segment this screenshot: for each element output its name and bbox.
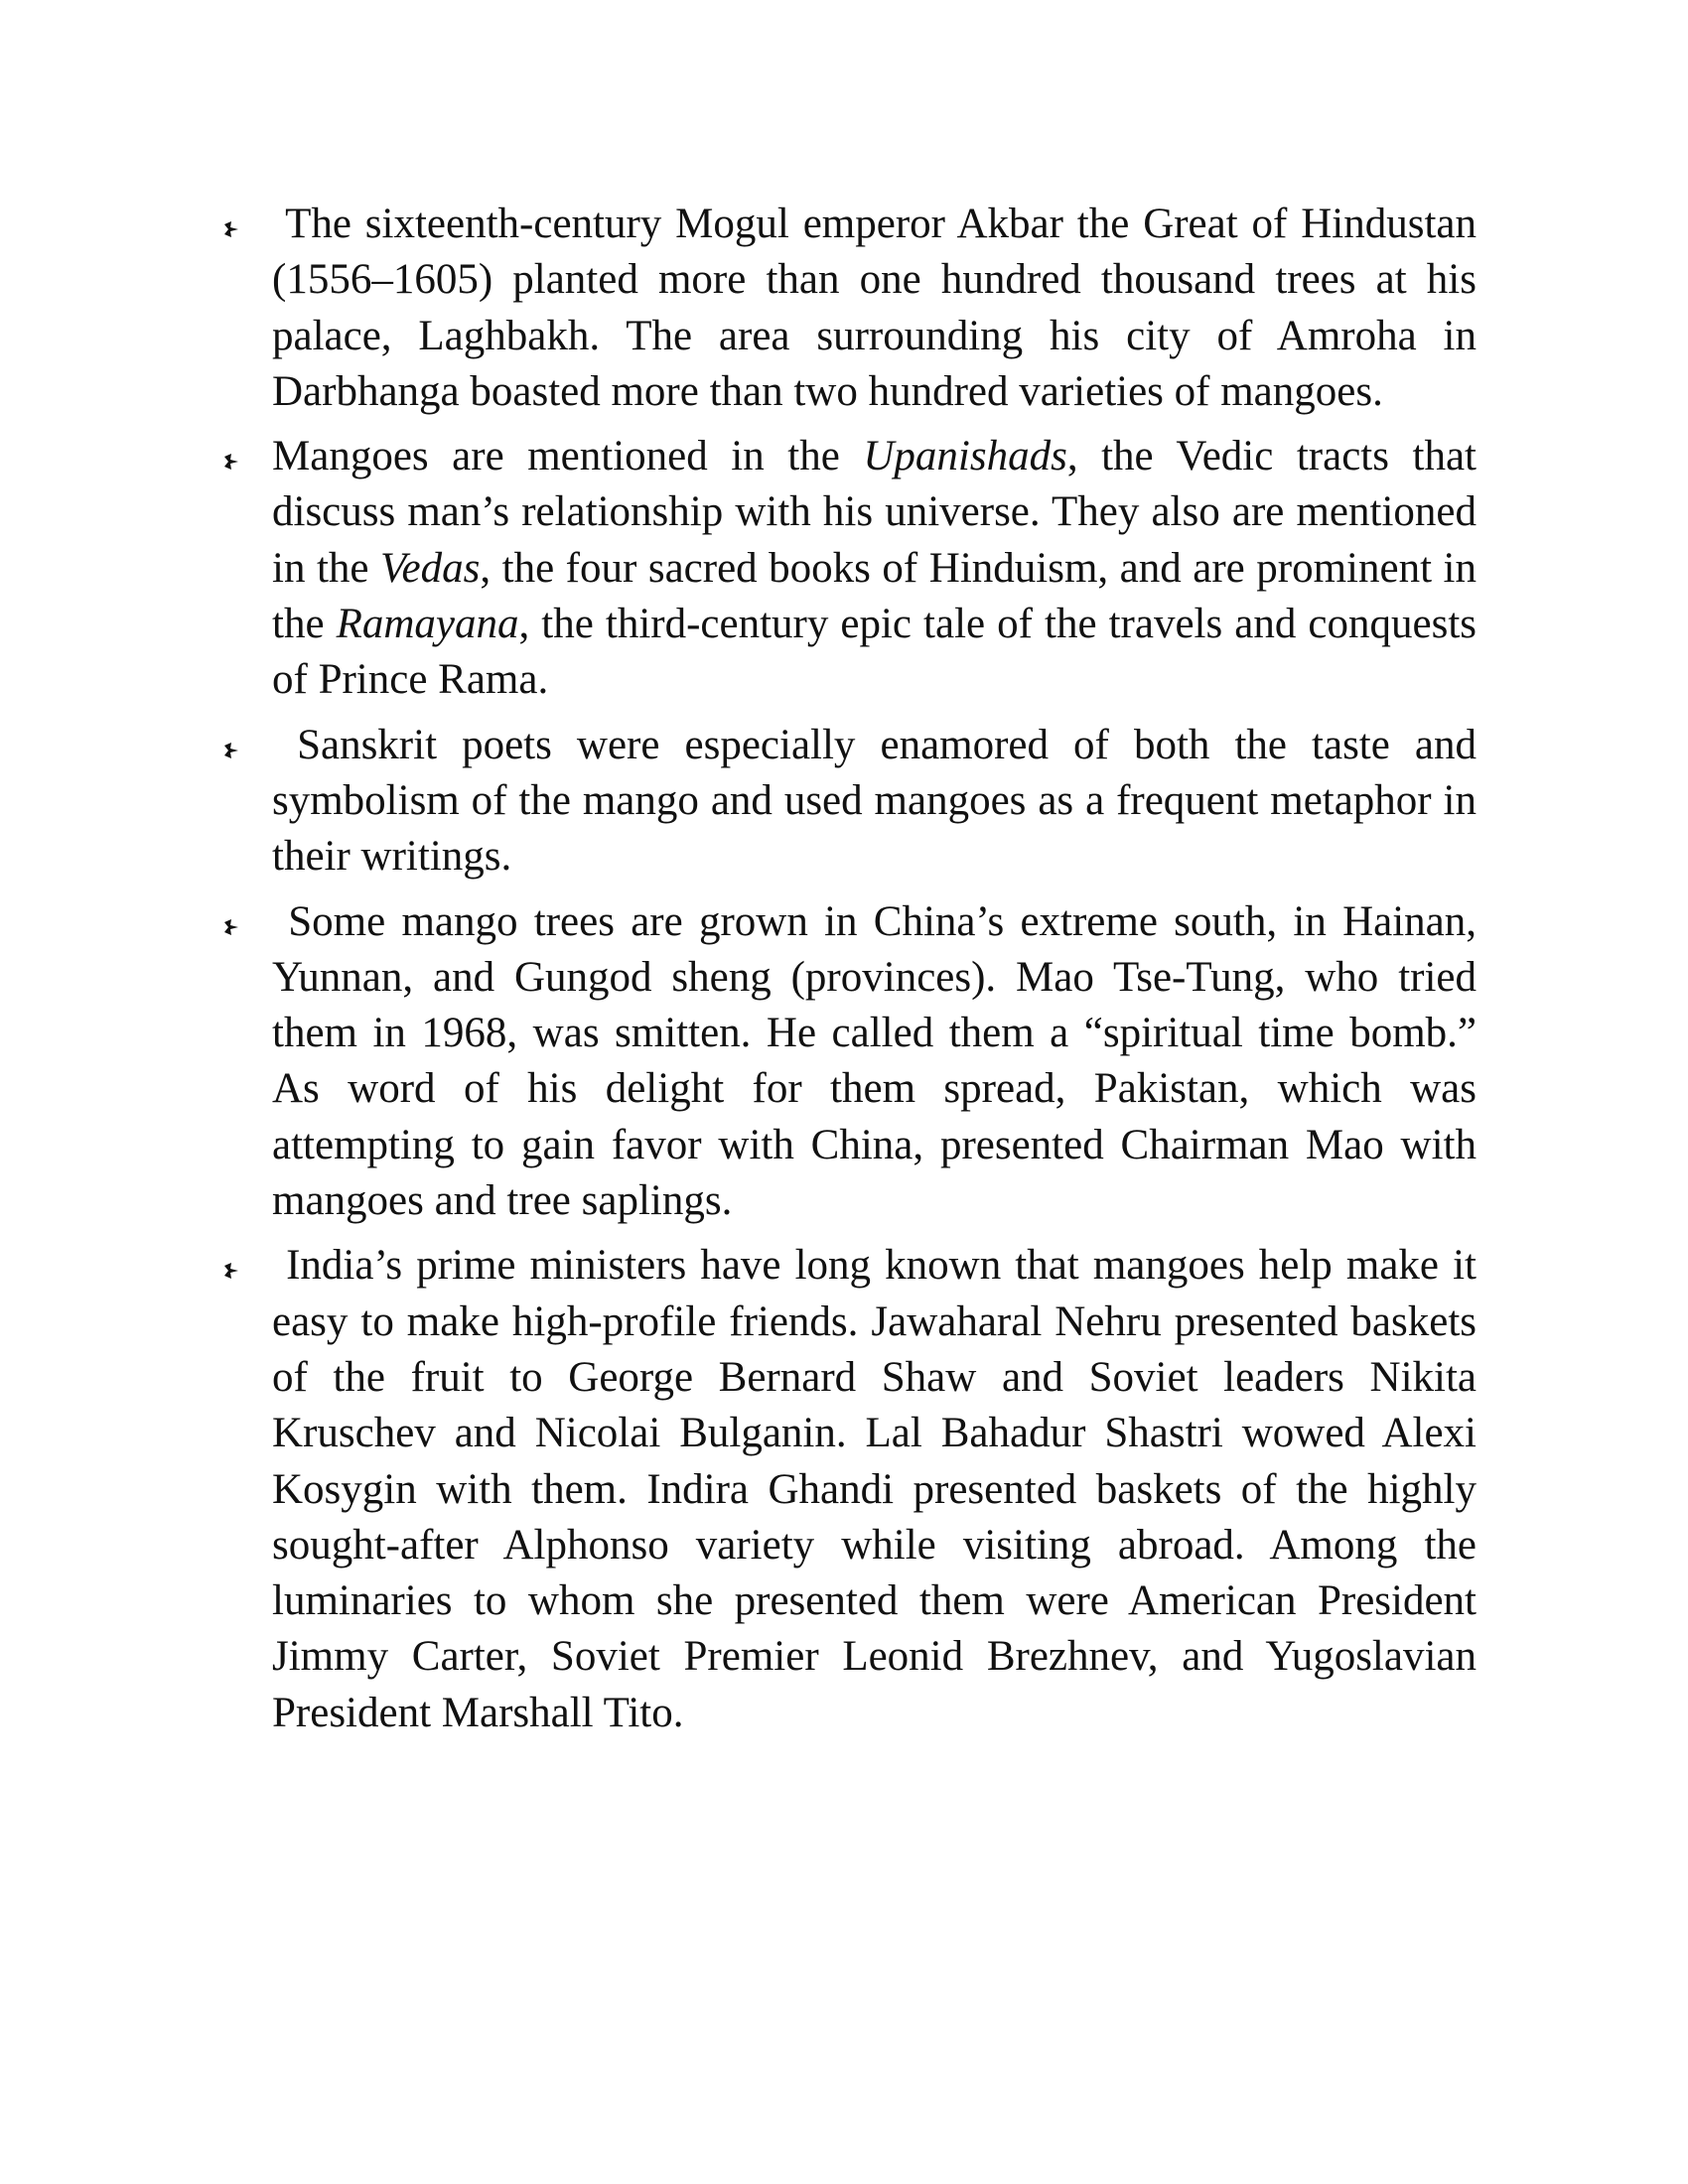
title-vedas: Vedas (380, 544, 481, 592)
list-item-akbar (220, 197, 1477, 420)
fleuron-bullet-icon (222, 1262, 240, 1280)
fleuron-bullet-icon (222, 220, 240, 238)
fleuron-bullet-icon (222, 742, 240, 759)
fleuron-bullet-icon (222, 453, 240, 471)
list-item-china (220, 894, 1477, 1230)
list-item-text: The sixteenth-century Mogul emperor Akbar the Great of Hindustan (1556–1605) planted more than one hundred thousand trees at his palace, Laghbakh. The area surrounding his city of Amroha in Darbhanga boasted more than two hundred varieties of mangoes. (272, 201, 1477, 415)
list-item-text: Sanskrit poets were especially enamored of both the taste and symbolism of the mango and used mangoes as a frequent metaphor in their writings. (272, 721, 1477, 881)
title-upanishads: Upanishads (863, 433, 1067, 480)
list-item-text: Some mango trees are grown in China’s extreme south, in Hainan, Yunnan, and Gungod sheng (provinces). Mao Tse-Tung, who tried them in 1968, was smitten. He called them a “spiritual time bomb.” As word of his delight for them spread, Pakistan, which was attempting to gain favor with China, presented Chairman Mao with mangoes and tree saplings. (272, 897, 1477, 1225)
list-item-text: Mangoes are mentioned in the Upanishads, the Vedic tracts that discuss man’s relationship with his universe. They also are mentioned in the Vedas, the four sacred books of Hinduism, and are prominent in the Ramayana, the third-century epic tale of the travels and conquests of Prince Rama. (272, 433, 1477, 704)
title-ramayana: Ramayana (336, 601, 519, 648)
list-item-upanishads (220, 429, 1477, 708)
list-item-prime-ministers (220, 1238, 1477, 1741)
list-item-sanskrit-poets (220, 718, 1477, 886)
fleuron-bullet-icon (222, 918, 240, 936)
mango-facts-list (220, 197, 1477, 1750)
list-item-text: India’s prime ministers have long known that mangoes help make it easy to make high-profile friends. Jawaharal Nehru presented baskets of the fruit to George Bernard Shaw and Soviet leaders Nikita Kruschev and Nicolai Bulganin. Lal Bahadur Shastri wowed Alexi Kosygin with them. Indira Ghandi presented baskets of the highly sought-after Alphonso variety while visiting abroad. Among the luminaries to whom she presented them were American President Jimmy Carter, Soviet Premier Leonid Brezhnev, and Yugoslavian President Marshall Tito. (272, 1242, 1477, 1736)
